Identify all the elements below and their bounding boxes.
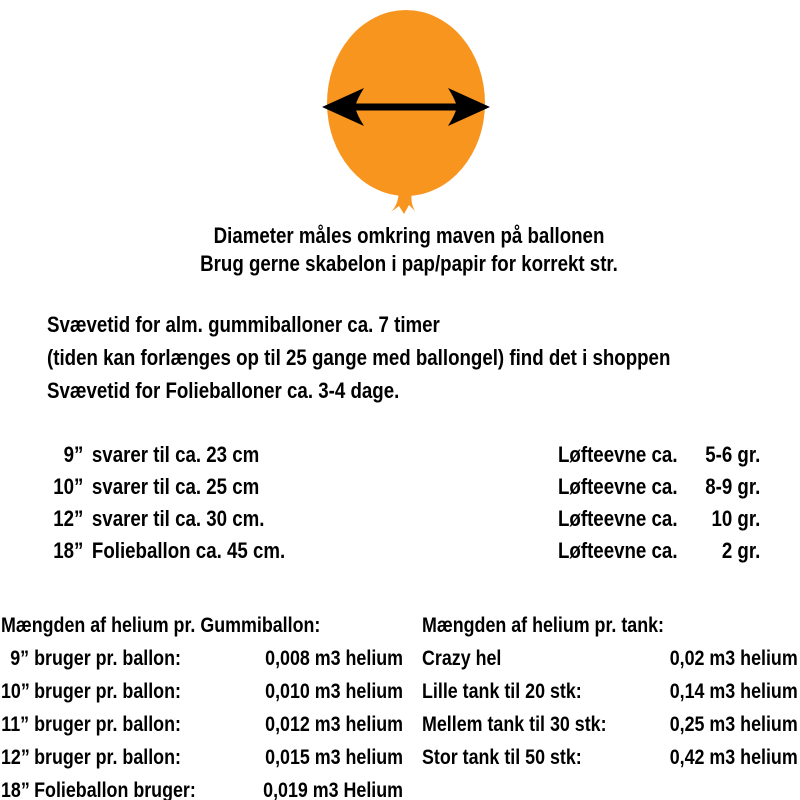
- balloon-usage-label: bruger pr. ballon:: [34, 713, 181, 736]
- balloon-knot: [391, 192, 415, 214]
- helium-balloon-row: [1, 708, 403, 741]
- helium-balloon-row: [1, 774, 403, 800]
- tank-value: 0,02 m3 helium: [669, 647, 798, 670]
- helium-per-tank-section: [422, 609, 798, 774]
- helium-per-balloon-section: [1, 609, 403, 800]
- size-row: [46, 503, 285, 535]
- balloon-usage-value: 0,015 m3 helium: [265, 746, 404, 769]
- helium-tank-row: [422, 708, 798, 741]
- float-time-line-2: (tiden kan forlænges op til 25 gange med ballongel) find det i shoppen: [47, 345, 671, 370]
- lift-label: Løfteevne ca.: [558, 538, 678, 563]
- float-time-line-1: Svævetid for alm. gummiballoner ca. 7 timer: [47, 312, 440, 337]
- lift-capacity-list: [558, 439, 760, 567]
- size-inches: 12”: [53, 506, 84, 531]
- balloon-usage-value: 0,019 m3 Helium: [263, 779, 404, 800]
- helium-tank-row: [422, 675, 798, 708]
- balloon-diameter-illustration: [318, 0, 498, 218]
- lift-value: 8-9 gr.: [705, 474, 761, 499]
- helium-tank-row: [422, 741, 798, 774]
- lift-label: Løfteevne ca.: [558, 506, 678, 531]
- balloon-usage-value: 0,012 m3 helium: [265, 713, 404, 736]
- tank-label: Crazy hel: [422, 647, 502, 670]
- size-equivalent: Folieballon ca. 45 cm.: [91, 538, 286, 563]
- diameter-caption: [69, 222, 749, 278]
- size-row: [46, 439, 285, 471]
- lift-row: [558, 471, 760, 503]
- balloon-size: 9”: [10, 647, 30, 670]
- size-conversion-list: [46, 439, 285, 567]
- tank-value: 0,14 m3 helium: [669, 680, 798, 703]
- balloon-usage-label: bruger pr. ballon:: [34, 647, 181, 670]
- lift-row: [558, 503, 760, 535]
- tank-label: Mellem tank til 30 stk:: [422, 713, 607, 736]
- tank-label: Stor tank til 50 stk:: [422, 746, 582, 769]
- balloon-usage-label: bruger pr. ballon:: [34, 680, 181, 703]
- lift-value: 10 gr.: [711, 506, 761, 531]
- caption-line-1: Diameter måles omkring maven på ballonen: [213, 223, 605, 248]
- balloon-usage-value: 0,010 m3 helium: [265, 680, 404, 703]
- balloon-usage-label: Folieballon bruger:: [34, 779, 196, 800]
- size-row: [46, 471, 285, 503]
- helium-balloon-row: [1, 741, 403, 774]
- float-time-line-3: Svævetid for Folieballoner ca. 3-4 dage.: [47, 378, 400, 403]
- size-inches: 18”: [53, 538, 84, 563]
- size-equivalent: svarer til ca. 23 cm: [91, 442, 260, 467]
- balloon-size: 11”: [1, 713, 30, 736]
- float-time-info: [47, 308, 670, 407]
- helium-per-balloon-title: Mængden af helium pr. Gummiballon:: [1, 614, 321, 637]
- helium-balloon-row: [1, 675, 403, 708]
- tank-label: Lille tank til 20 stk:: [422, 680, 582, 703]
- caption-line-2: Brug gerne skabelon i pap/papir for korrekt str.: [200, 251, 618, 276]
- size-equivalent: svarer til ca. 25 cm: [91, 474, 260, 499]
- balloon-size: 18”: [1, 779, 30, 800]
- balloon-figure: [318, 0, 498, 218]
- helium-tank-row: [422, 642, 798, 675]
- lift-label: Løfteevne ca.: [558, 474, 678, 499]
- balloon-usage-label: bruger pr. ballon:: [34, 746, 181, 769]
- size-inches: 9”: [63, 442, 84, 467]
- balloon-size: 12”: [1, 746, 30, 769]
- helium-balloon-row: [1, 642, 403, 675]
- lift-value: 2 gr.: [721, 538, 761, 563]
- lift-value: 5-6 gr.: [705, 442, 761, 467]
- tank-value: 0,25 m3 helium: [669, 713, 798, 736]
- tank-value: 0,42 m3 helium: [669, 746, 798, 769]
- size-equivalent: svarer til ca. 30 cm.: [91, 506, 265, 531]
- helium-per-tank-title: Mængden af helium pr. tank:: [422, 614, 664, 637]
- balloon-usage-value: 0,008 m3 helium: [265, 647, 404, 670]
- lift-label: Løfteevne ca.: [558, 442, 678, 467]
- lift-row: [558, 439, 760, 471]
- size-inches: 10”: [53, 474, 84, 499]
- balloon-size: 10”: [1, 680, 30, 703]
- lift-row: [558, 535, 760, 567]
- size-row: [46, 535, 285, 567]
